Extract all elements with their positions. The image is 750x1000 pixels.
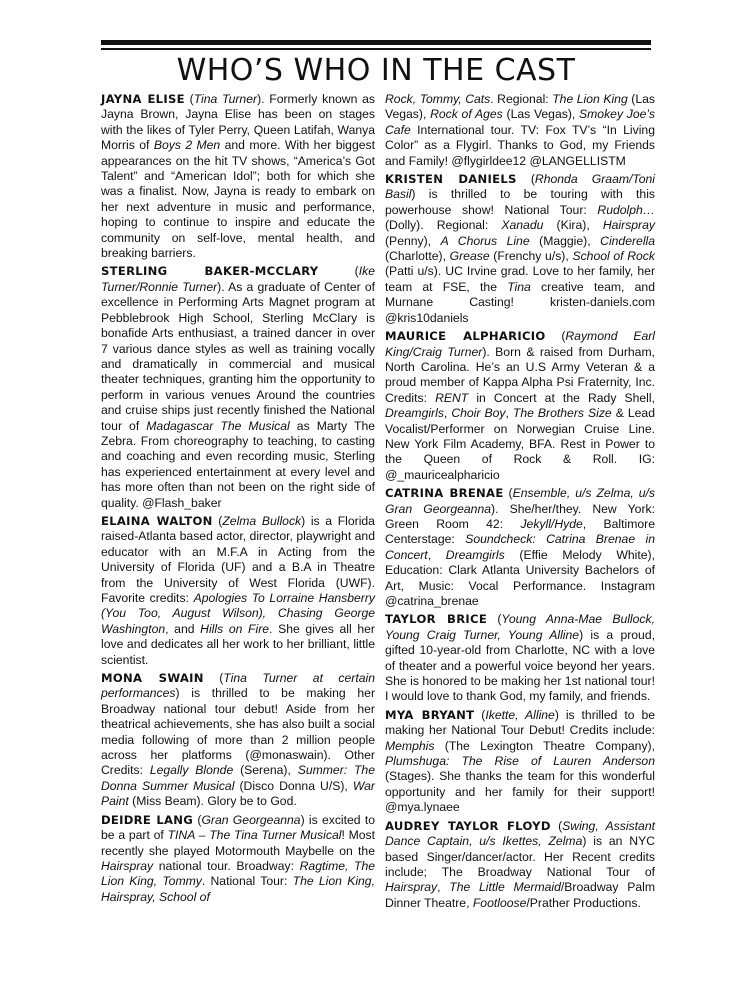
- credit-title: Hairspray: [385, 880, 438, 895]
- bio-text: (Las Vegas),: [502, 107, 580, 122]
- credit-title: Tina: [507, 279, 531, 294]
- bio-text: in Concert at the Rady Shell,: [468, 390, 655, 405]
- credit-title: Memphis: [385, 738, 435, 753]
- credit-title: Legally Blonde: [149, 763, 234, 778]
- credit-title: Rock, Tommy, Cats: [385, 92, 491, 106]
- credit-title: Madagascar The Musical: [146, 418, 290, 433]
- page-title: WHO’S WHO IN THE CAST: [176, 53, 576, 88]
- bio-text: (: [212, 513, 223, 528]
- cast-member-name: MONA SWAIN: [101, 671, 204, 686]
- cast-bio: [385, 708, 655, 816]
- bio-text: (Dolly). Regional:: [385, 218, 502, 233]
- cast-member-name: DEIDRE LANG: [101, 812, 194, 827]
- cast-bio: [385, 486, 655, 609]
- bio-text: ) is thrilled to be making her National Tour Debut! Credits include:: [385, 707, 656, 738]
- credit-title: Summer: The Donna Summer Musical: [101, 763, 375, 793]
- bio-text: (: [550, 818, 563, 833]
- bio-text: national tour. Broadway:: [153, 858, 300, 873]
- credit-title: Dreamgirls: [385, 406, 444, 421]
- bio-text: ! Most recently she played Motormouth Maybelle on the: [101, 828, 376, 858]
- bio-text: (Stages). She thanks the team for this wonderful opportunity and her family for their support! @mya.lynaee: [385, 769, 655, 815]
- bio-text: . She gives all her love and dedicates all her work to her brilliant, little scientist.: [101, 621, 375, 667]
- bio-text: /Broadway Palm Dinner Theatre,: [385, 880, 655, 910]
- credit-title: Ike Turner/Ronnie Turner: [101, 264, 375, 294]
- bio-text: ). She/her/they. New York: Green Room 42:: [385, 501, 655, 531]
- bio-text: ) is thrilled to be touring with this powerhouse show! National Tour:: [385, 187, 655, 217]
- bio-text: as Marty The Zebra. From choreography to teaching, to casting and coaching and even recording music, Sterling has experienced entertainment at every level and has more often than not been on the right side of quality. @Flash_baker: [101, 418, 376, 510]
- credit-title: Hills on Fire: [200, 621, 270, 636]
- credit-title: Tina Turner: [193, 92, 258, 106]
- credit-title: The Lion King: [552, 92, 628, 106]
- bio-text: (: [516, 172, 535, 187]
- cast-member-name: CATRINA BRENAE: [385, 486, 504, 501]
- bio-text: (Frenchy u/s),: [489, 249, 573, 264]
- cast-member-name: TAYLOR BRICE: [385, 612, 488, 627]
- bio-text: & Lead Vocalist/Performer on Norwegian Cruise Line. New York Film Academy, BFA. Rest in Power to the Queen of Rock & Roll. IG: @_mauricealpharicio: [385, 406, 655, 482]
- bio-text: (Serena),: [233, 763, 298, 778]
- credit-title: Dreamgirls: [445, 547, 505, 562]
- credit-title: Jekyll/Hyde: [520, 516, 583, 531]
- bio-text: . National Tour:: [201, 874, 293, 889]
- credit-title: School of Rock: [572, 249, 655, 264]
- cast-bio: [101, 671, 375, 810]
- credit-title: War Paint: [101, 778, 375, 809]
- cast-member-name: MAURICE ALPHARICIO: [385, 329, 546, 344]
- credit-title: Grease: [449, 249, 490, 264]
- credit-title: Raymond Earl King/Craig Turner: [385, 329, 655, 359]
- cast-bio: [385, 612, 655, 704]
- bio-text: (: [503, 486, 513, 501]
- cast-bio: [385, 92, 655, 169]
- bio-text: (The Lexington Theatre Company),: [434, 738, 655, 753]
- credit-title: Rock of Ages: [430, 107, 503, 122]
- cast-member-name: AUDREY TAYLOR FLOYD: [385, 818, 551, 833]
- bio-text: ) is an NYC based Singer/dancer/actor. Her Recent credits include; The Broadway National Tour of: [385, 834, 655, 879]
- bio-text: ,: [443, 406, 452, 421]
- cast-member-name: STERLING BAKER-MCCLARY: [101, 264, 319, 279]
- credit-title: Plumshuga: The Rise of Lauren Anderson: [385, 754, 655, 769]
- cast-member-name: MYA BRYANT: [385, 707, 475, 722]
- bio-text: ) is a proud, gifted 10-year-old from Charlotte, NC with a love of theater and a powerful voice beyond her years. She is honored to be making her 1st national tour! I would love to thank God, my family, and friends.: [385, 627, 655, 704]
- credit-title: TINA – The Tina Turner Musical: [167, 828, 342, 843]
- credit-title: Hairspray: [602, 218, 655, 233]
- bio-text: (: [203, 671, 224, 686]
- credit-title: Gran Georgeanna: [201, 812, 301, 827]
- credit-title: Choir Boy: [451, 406, 506, 421]
- credit-title: RENT: [435, 390, 469, 405]
- credit-title: The Little Mermaid: [449, 880, 561, 895]
- credit-title: Zelma Bullock: [222, 513, 302, 528]
- credit-title: Footloose: [472, 895, 527, 910]
- bio-text: ). Born & raised from Durham, North Carolina. He’s an U.S Army Veteran & a proud member of Kappa Alpha Psi Fraternity, Inc. Credits:: [385, 344, 655, 405]
- cast-bio: [101, 264, 375, 511]
- bio-text: /Prather Productions.: [526, 895, 641, 910]
- bio-text: (: [193, 812, 202, 827]
- bio-text: , and: [165, 621, 201, 636]
- credit-title: Tina Turner at certain performances: [101, 671, 375, 701]
- credit-title: Hairspray: [101, 858, 154, 873]
- cast-bio: [101, 813, 375, 905]
- bio-text: (: [318, 264, 359, 279]
- credit-title: Smokey Joe’s Cafe: [385, 107, 655, 137]
- cast-bio: [385, 172, 655, 326]
- cast-bio: [101, 514, 375, 668]
- header-rule-thin: [101, 48, 651, 50]
- bio-text: (Penny),: [385, 233, 441, 248]
- left-column: [101, 92, 375, 908]
- credit-title: Apologies To Lorraine Hansberry (You Too, August Wilson), Chasing George Washington: [101, 591, 375, 636]
- header-rule-thick: [101, 40, 651, 45]
- cast-member-name: ELAINA WALTON: [101, 513, 213, 528]
- credit-title: Soundcheck: Catrina Brenae in Concert: [385, 532, 655, 562]
- bio-text: (: [487, 612, 502, 627]
- bio-text: ,: [427, 547, 446, 562]
- bio-text: ). As a graduate of Center of excellence in Performing Arts Magnet program at Pebblebrook High School, Sterling McClary is bonafide Arts enthusiast, a trained dancer in over 7 various dance styles as well as training vocally and dramatically in commercial and musical theater techniques, granting him the opportunity to perform in various venues Around the countries and cruise ships just recently finished the National tour of: [101, 279, 375, 433]
- bio-text: (Patti u/s). UC Irvine grad. Love to her family, her team at FSE, the: [385, 264, 655, 294]
- bio-text: ,: [505, 406, 513, 421]
- right-column: [385, 92, 655, 914]
- credit-title: The Lion King, Hairspray, School of: [101, 874, 375, 904]
- bio-text: ) is thrilled to be making her Broadway national tour debut! Aside from her theatrical achievements, she has also built a social media following of more than 2 million people across her platforms (@monaswain). Other Credits:: [101, 686, 375, 778]
- credit-title: Rudolph…: [597, 202, 655, 217]
- bio-text: (Kira),: [543, 218, 603, 233]
- bio-text: (Las Vegas),: [385, 92, 655, 122]
- cast-member-name: KRISTEN DANIELS: [385, 172, 517, 187]
- cast-member-name: JAYNA ELISE: [101, 92, 185, 106]
- bio-text: ) is excited to be a part of: [101, 812, 375, 843]
- bio-text: creative team, and Murnane Casting! kristen-daniels.com @kris10daniels: [385, 279, 655, 325]
- bio-text: (Charlotte),: [385, 249, 450, 264]
- bio-text: and more. With her biggest appearances on the hit TV shows, “America’s Got Talent” and “American Idol”; both for which she was a finalist. Now, Jayna is ready to embark on her next adventure in music and performance, hoping to continue to inspire and educate the community on self-love, mental health, and breaking barriers.: [101, 138, 375, 261]
- bio-text: ). Formerly known as Jayna Brown, Jayna Elise has been on stages with the likes of Tyler Perry, Queen Latifah, Wanya Morris of: [101, 92, 375, 153]
- credit-title: Ensemble, u/s Zelma, u/s Gran Georgeanna: [385, 486, 655, 516]
- credit-title: Swing, Assistant Dance Captain, u/s Ikettes, Zelma: [385, 818, 655, 849]
- bio-text: (Effie Melody White), Education: Clark Atlanta University Bachelors of Art, Music: Vocal Performance. Instagram @catrina_brenae: [385, 547, 655, 608]
- bio-text: (: [545, 329, 566, 344]
- bio-text: (Disco Donna U/S),: [234, 778, 353, 793]
- bio-text: , Baltimore Centerstage:: [385, 516, 656, 547]
- bio-text: (: [474, 707, 486, 722]
- credit-title: Cinderella: [600, 233, 656, 248]
- cast-bio: [385, 329, 655, 483]
- credit-title: A Chorus Line: [440, 233, 530, 248]
- credit-title: Boys 2 Men: [153, 138, 221, 153]
- credit-title: Xanadu: [501, 218, 544, 233]
- credit-title: Rhonda Graam/Toni Basil: [385, 172, 655, 202]
- bio-text: ,: [437, 880, 450, 895]
- bio-text: ) is a Florida raised-Atlanta based actor, director, playwright and educator with an M.F.A in Acting from the University of Florida (UF) and a B.A in Theatre from the University of West Florida (UWF). Favorite credits:: [101, 513, 375, 605]
- bio-text: (Miss Beam). Glory be to God.: [128, 794, 297, 809]
- bio-text: International tour. TV: Fox TV’s “In Living Color” as a Flygirl. Thanks to God, my Friends and Family! @flygirldee12 @LANGELLISTM: [385, 122, 655, 168]
- credit-title: The Brothers Size: [512, 406, 612, 421]
- credit-title: Ikette, Alline: [485, 707, 555, 722]
- credit-title: Ragtime, The Lion King, Tommy: [101, 858, 376, 889]
- credit-title: Young Anna-Mae Bullock, Young Craig Turner, Young Alline: [385, 612, 655, 642]
- cast-bio: [385, 819, 655, 911]
- bio-text: . Regional:: [490, 92, 553, 106]
- cast-bio: [101, 92, 375, 261]
- bio-text: (Maggie),: [529, 233, 601, 248]
- bio-text: (: [184, 92, 194, 106]
